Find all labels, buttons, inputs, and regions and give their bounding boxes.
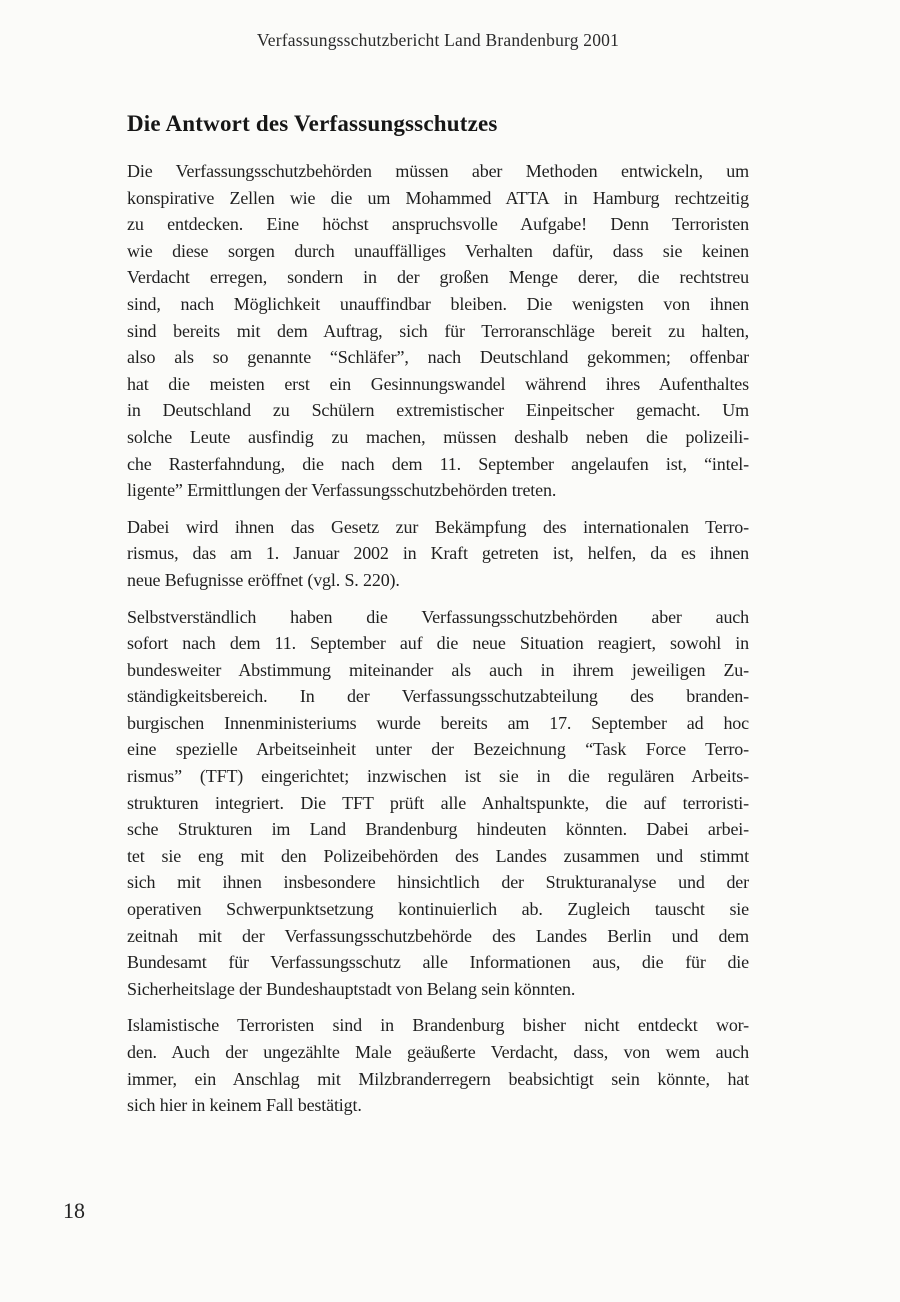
text-line: solche Leute ausfindig zu machen, müssen deshalb neben die polizeili- [127,426,749,447]
text-line: neue Befugnisse eröffnet (vgl. S. 220). [127,569,400,590]
text-line: Dabei wird ihnen das Gesetz zur Bekämpfung des internationalen Terro- [127,516,749,537]
text-line: Sicherheitslage der Bundeshauptstadt von Belang sein könnten. [127,978,576,999]
text-line: zeitnah mit der Verfassungsschutzbehörde des Landes Berlin und dem [127,925,749,946]
text-line: konspirative Zellen wie die um Mohammed ATTA in Hamburg rechtzeitig [127,187,749,208]
section-heading: Die Antwort des Verfassungsschutzes [127,111,498,136]
text-line: sich mit ihnen insbesondere hinsichtlich der Strukturanalyse und der [127,872,749,893]
text-line: ständigkeitsbereich. In der Verfassungsschutzabteilung des branden- [127,686,749,707]
text-line: Islamistische Terroristen sind in Brandenburg bisher nicht entdeckt wor- [127,1015,749,1036]
paragraph [127,1012,749,1118]
paragraph [127,604,749,1003]
text-line: also als so genannte “Schläfer”, nach Deutschland gekommen; offenbar [127,347,749,368]
text-line: immer, ein Anschlag mit Milzbranderregern beabsichtigt sein könnte, hat [127,1068,749,1089]
text-line: strukturen integriert. Die TFT prüft alle Anhaltspunkte, die auf terroristi- [127,792,749,813]
text-line: wie diese sorgen durch unauffälliges Verhalten dafür, dass sie keinen [127,240,749,261]
text-line: che Rasterfahndung, die nach dem 11. September angelaufen ist, “intel- [127,453,749,474]
page-number: 18 [63,1198,85,1223]
text-line: Bundesamt für Verfassungsschutz alle Informationen aus, die für die [127,952,749,973]
text-line: sich hier in keinem Fall bestätigt. [127,1095,362,1116]
text-line: burgischen Innenministeriums wurde bereits am 17. September ad hoc [127,712,749,733]
text-line: sind, nach Möglichkeit unauffindbar bleiben. Die wenigsten von ihnen [127,293,749,314]
text-line: ligente” Ermittlungen der Verfassungsschutzbehörden treten. [127,480,557,501]
running-header: Verfassungsschutzbericht Land Brandenburg 2001 [256,30,620,50]
text-line: sofort nach dem 11. September auf die neue Situation reagiert, sowohl in [127,633,749,654]
text-line: in Deutschland zu Schülern extremistischer Einpeitscher gemacht. Um [127,400,749,421]
text-line: den. Auch der ungezählte Male geäußerte Verdacht, dass, von wem auch [127,1042,749,1062]
text-line: Verdacht erregen, sondern in der großen Menge derer, die rechtstreu [127,267,749,288]
paragraph [127,514,749,594]
text-line: rismus” (TFT) eingerichtet; inzwischen ist sie in die regulären Arbeits- [127,766,749,787]
text-line: Selbstverständlich haben die Verfassungsschutzbehörden aber auch [127,606,749,627]
text-line: hat die meisten erst ein Gesinnungswandel während ihres Aufenthaltes [127,373,749,394]
body-text [127,158,749,1119]
paragraph [127,158,749,504]
text-line: zu entdecken. Eine höchst anspruchsvolle Aufgabe! Denn Terroristen [127,214,749,235]
text-line: bundesweiter Abstimmung miteinander als auch in ihrem jeweiligen Zu- [127,659,749,680]
text-line: rismus, das am 1. Januar 2002 in Kraft getreten ist, helfen, da es ihnen [127,543,749,564]
text-line: tet sie eng mit den Polizeibehörden des Landes zusammen und stimmt [127,845,749,866]
text-line: eine spezielle Arbeitseinheit unter der Bezeichnung “Task Force Terro- [127,739,749,760]
text-line: Die Verfassungsschutzbehörden müssen aber Methoden entwickeln, um [127,161,749,181]
text-line: sind bereits mit dem Auftrag, sich für Terroranschläge bereit zu halten, [127,320,749,341]
text-line: operativen Schwerpunktsetzung kontinuierlich ab. Zugleich tauscht sie [127,899,749,920]
text-line: sche Strukturen im Land Brandenburg hindeuten könnten. Dabei arbei- [127,819,749,840]
